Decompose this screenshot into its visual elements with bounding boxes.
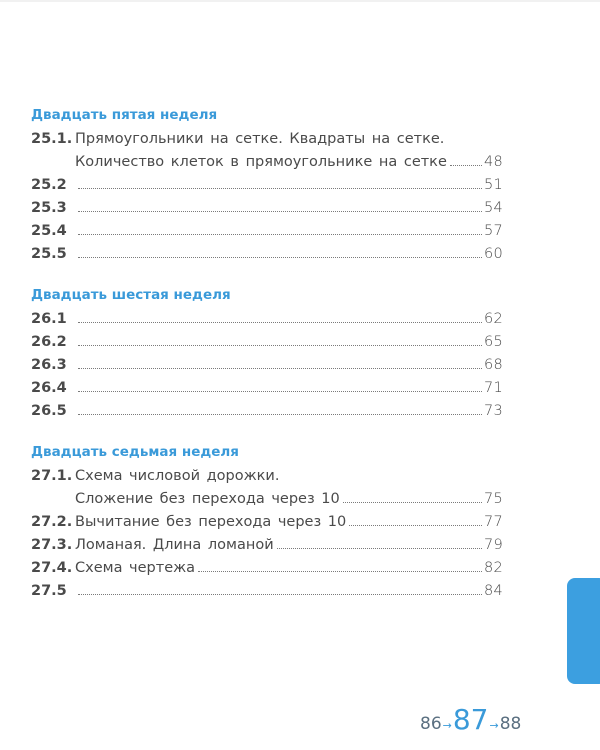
entry-title: Схема числовой дорожки. (75, 468, 280, 484)
previous-page-number[interactable]: 86 (420, 714, 442, 734)
dot-leader (78, 222, 482, 235)
entry-title: Прямоугольники на сетке. Квадраты на сетке. (75, 131, 445, 147)
dot-leader (78, 199, 482, 212)
entry-number: 26.4 (31, 380, 67, 396)
entry-page-number: 79 (483, 537, 503, 553)
week-heading: Двадцать шестая неделя (31, 287, 231, 303)
dot-leader (78, 379, 482, 392)
toc-entry[interactable] (31, 220, 503, 243)
entry-number: 25.4 (31, 223, 67, 239)
entry-number: 26.2 (31, 334, 67, 350)
entry-page-number: 62 (483, 311, 503, 327)
dot-leader (78, 333, 482, 346)
toc-entry[interactable] (31, 128, 503, 174)
dot-leader (277, 536, 482, 549)
week-section (31, 286, 503, 423)
dot-leader (78, 582, 482, 595)
entry-page-number: 71 (483, 380, 503, 396)
dot-leader (78, 402, 482, 415)
arrow-right-icon: → (489, 719, 499, 732)
toc-entry[interactable] (31, 557, 503, 580)
entry-page-number: 60 (483, 246, 503, 262)
current-page-number: 87 (452, 703, 489, 736)
side-section-tab (567, 578, 600, 684)
week-section (31, 106, 503, 266)
entry-page-number: 51 (483, 177, 503, 193)
entry-number: 26.1 (31, 311, 67, 327)
entry-title: Ломаная. Длина ломаной (75, 537, 274, 553)
entry-page-number: 73 (483, 403, 503, 419)
toc-entry[interactable] (31, 534, 503, 557)
entry-number: 25.5 (31, 246, 67, 262)
toc-entry[interactable] (31, 400, 503, 423)
entry-number: 27.2. (31, 514, 73, 530)
entry-page-number: 54 (483, 200, 503, 216)
entry-page-number: 48 (483, 154, 503, 170)
entry-page-number: 57 (483, 223, 503, 239)
dot-leader (450, 153, 482, 166)
entry-number: 27.1. (31, 468, 73, 484)
dot-leader (343, 490, 482, 503)
week-section (31, 443, 503, 603)
toc-entry[interactable] (31, 331, 503, 354)
week-heading: Двадцать пятая неделя (31, 107, 218, 123)
entry-number: 25.3 (31, 200, 67, 216)
toc-entry[interactable] (31, 174, 503, 197)
entry-title: Схема чертежа (75, 560, 196, 576)
toc-entry[interactable] (31, 308, 503, 331)
toc-entry[interactable] (31, 377, 503, 400)
toc-entry[interactable] (31, 243, 503, 266)
week-heading: Двадцать седьмая неделя (31, 444, 239, 460)
entry-number: 25.2 (31, 177, 67, 193)
entry-page-number: 65 (483, 334, 503, 350)
entry-number: 27.3. (31, 537, 73, 553)
entry-page-number: 68 (483, 357, 503, 373)
page-top-edge (0, 0, 600, 2)
toc-entry[interactable] (31, 580, 503, 603)
page-navigation (420, 703, 521, 736)
entry-number: 26.3 (31, 357, 67, 373)
entry-page-number: 75 (483, 491, 503, 507)
entry-title-continued: Количество клеток в прямоугольнике на сетке (75, 154, 447, 170)
toc-entry[interactable] (31, 354, 503, 377)
dot-leader (78, 176, 482, 189)
toc-entry[interactable] (31, 511, 503, 534)
next-page-number[interactable]: 88 (499, 714, 522, 734)
toc-entry[interactable] (31, 465, 503, 511)
arrow-right-icon: → (442, 719, 452, 732)
entry-number: 25.1. (31, 131, 73, 147)
entry-page-number: 82 (483, 560, 503, 576)
entry-page-number: 84 (483, 583, 503, 599)
entry-number: 26.5 (31, 403, 67, 419)
entry-title: Вычитание без перехода через 10 (75, 514, 347, 530)
toc-entry[interactable] (31, 197, 503, 220)
entry-number: 27.4. (31, 560, 73, 576)
entry-title-continued: Сложение без перехода через 10 (75, 491, 340, 507)
dot-leader (78, 356, 482, 369)
dot-leader (78, 310, 482, 323)
table-of-contents (31, 106, 503, 623)
dot-leader (198, 559, 482, 572)
entry-number: 27.5 (31, 583, 67, 599)
entry-page-number: 77 (483, 514, 503, 530)
dot-leader (78, 245, 482, 258)
dot-leader (349, 513, 482, 526)
